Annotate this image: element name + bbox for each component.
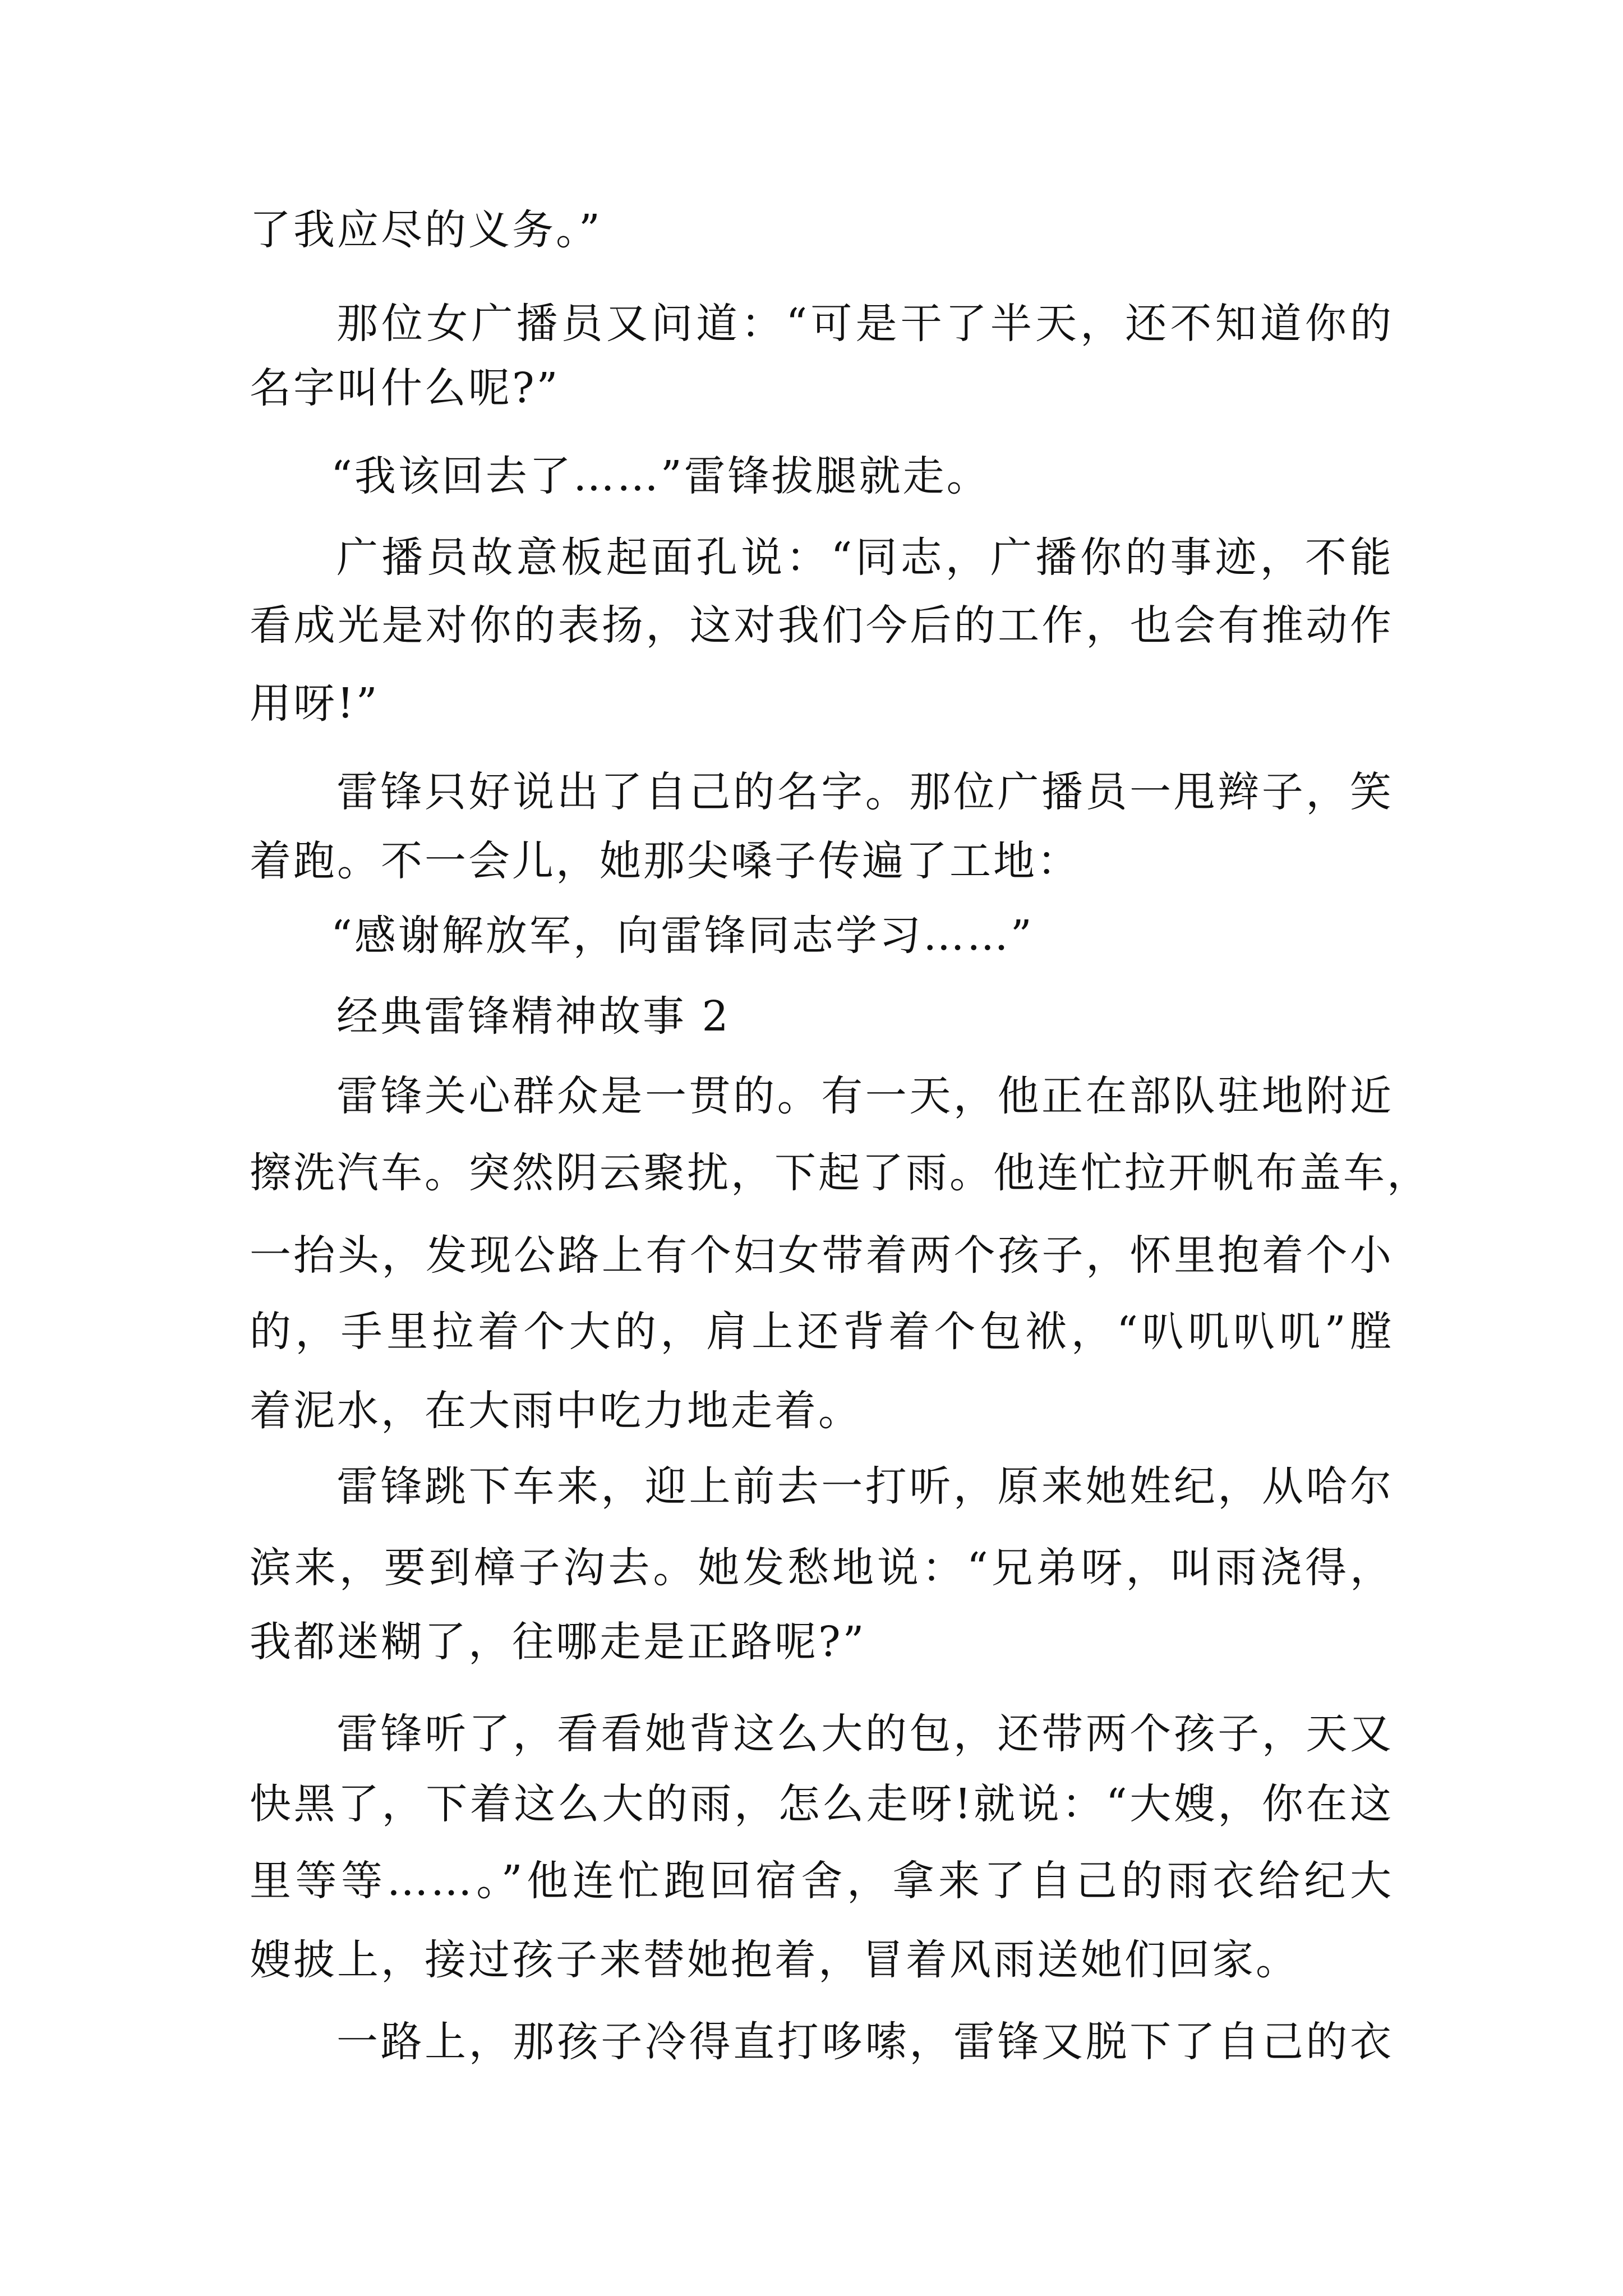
text-line-5: 广播员故意板起面孔说：“同志，广播你的事迹，不能 [336,533,1394,582]
text-line-19: 我都迷糊了，往哪走是正路呢?” [250,1618,866,1666]
text-line-12: 雷锋关心群众是一贯的。有一天，他正在部队驻地附近 [336,1072,1394,1120]
text-line-21: 快黑了，下着这么大的雨，怎么走呀!就说：“大嫂，你在这 [250,1780,1394,1828]
text-line-17: 雷锋跳下车来，迎上前去一打听，原来她姓纪，从哈尔 [336,1462,1394,1511]
text-line-20: 雷锋听了，看看她背这么大的包，还带两个孩子，天又 [336,1710,1394,1758]
section-heading: 经典雷锋精神故事 2 [336,992,731,1041]
text-line-2: 那位女广播员又问道：“可是干了半天，还不知道你的 [336,300,1394,348]
text-line-15: 的，手里拉着个大的，肩上还背着个包袱，“叭叽叭叽”膛 [250,1308,1394,1356]
text-line-9: 着跑。不一会儿，她那尖嗓子传遍了工地： [250,837,1081,885]
text-line-7: 用呀!” [250,679,380,728]
text-line-3: 名字叫什么呢?” [250,364,560,412]
text-line-4: “我该回去了……”雷锋拔腿就走。 [331,452,990,500]
text-line-1: 了我应尽的义务。” [250,206,602,254]
text-line-18: 滨来，要到樟子沟去。她发愁地说：“兄弟呀，叫雨浇得， [250,1544,1394,1592]
text-line-23: 嫂披上，接过孩子来替她抱着，冒着风雨送她们回家。 [250,1936,1299,1984]
text-line-16: 着泥水，在大雨中吃力地走着。 [250,1387,862,1435]
text-line-24: 一路上，那孩子冷得直打哆嗦，雷锋又脱下了自己的衣 [336,2018,1394,2066]
text-line-10: “感谢解放军，向雷锋同志学习……” [331,912,1034,960]
text-line-6: 看成光是对你的表扬，这对我们今后的工作，也会有推动作 [250,601,1394,650]
text-line-13: 擦洗汽车。突然阴云聚扰，下起了雨。他连忙拉开帆布盖车， [250,1149,1431,1197]
text-line-22: 里等等……。”他连忙跑回宿舍，拿来了自己的雨衣给纪大 [250,1857,1394,1905]
text-line-14: 一抬头，发现公路上有个妇女带着两个孩子，怀里抱着个小 [250,1231,1394,1280]
text-line-8: 雷锋只好说出了自己的名字。那位广播员一甩辫子，笑 [336,768,1394,816]
